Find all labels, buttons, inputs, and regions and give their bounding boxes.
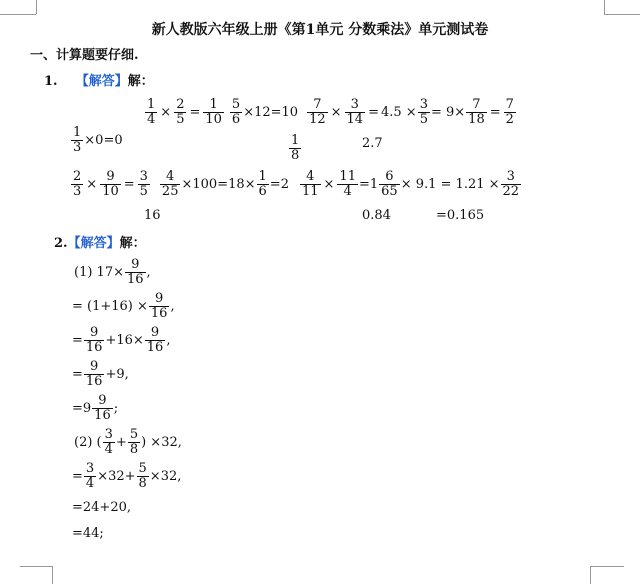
fraction: $\frac{3}{4}$ — [85, 461, 95, 491]
fraction: $\frac{1}{10}$ — [205, 97, 222, 127]
q2-line-3 — [72, 326, 170, 355]
q1-row4-e: =0.165 — [436, 208, 485, 223]
fraction: $\frac{5}{8}$ — [138, 461, 147, 491]
q2-line-7 — [72, 462, 181, 491]
math-op: = — [489, 105, 501, 120]
math-op: = — [368, 105, 379, 120]
math-text: ) ×32, — [141, 435, 182, 450]
q1-number: 1. — [44, 74, 58, 89]
fraction: $\frac{4}{25}$ — [161, 169, 179, 199]
fraction: $\frac{3}{5}$ — [139, 169, 148, 199]
fraction: $\frac{3}{14}$ — [346, 97, 364, 127]
page-title: 新人教版六年级上册《第1单元 分数乘法》单元测试卷 — [151, 22, 489, 38]
math-text: 4.5 × — [380, 105, 417, 120]
fraction: $\frac{1}{6}$ — [258, 169, 267, 199]
fraction: $\frac{4}{11}$ — [301, 169, 319, 199]
fraction: $\frac{1}{3}$ — [73, 125, 82, 155]
math-text: (1) 17× — [74, 265, 124, 280]
math-text: =9 — [72, 401, 92, 416]
q2-line-5 — [72, 394, 118, 423]
math-text: ×32, — [149, 469, 182, 484]
q2-line-2 — [72, 292, 175, 321]
fraction: $\frac{9}{16}$ — [150, 291, 168, 321]
math-text: =2 — [269, 177, 289, 192]
fraction: $\frac{9}{16}$ — [85, 359, 103, 389]
math-text: , — [166, 333, 171, 348]
math-text: +16× — [105, 333, 144, 348]
q1-row2-a — [70, 126, 123, 155]
fraction: $\frac{3}{4}$ — [104, 427, 113, 457]
math-op: = — [123, 177, 135, 192]
fraction: $\frac{9}{16}$ — [85, 325, 103, 355]
q1-row4-a: 16 — [144, 208, 161, 223]
q2-line-4 — [72, 360, 129, 389]
fraction: $\frac{9}{10}$ — [102, 169, 119, 199]
fraction: $\frac{2}{3}$ — [73, 169, 82, 199]
q1-row2-d: 2.7 — [362, 136, 383, 151]
crop-mark-bottom-left-h — [20, 566, 52, 567]
math-text: = — [72, 367, 83, 382]
math-text: = 9× — [430, 105, 466, 120]
math-text: ×0=0 — [84, 133, 123, 148]
fraction: $\frac{1}{4}$ — [147, 97, 156, 127]
fraction: $\frac{1}{8}$ — [291, 133, 300, 163]
crop-mark-bottom-right-h — [590, 566, 624, 567]
q2-header — [54, 236, 146, 252]
math-text: = — [72, 333, 83, 348]
q2-suffix: 解： — [119, 236, 146, 251]
math-text: + — [115, 435, 127, 450]
math-text: ; — [113, 401, 119, 416]
math-op: × — [323, 177, 335, 192]
math-text: ×12=10 — [243, 105, 299, 120]
q1-suffix: 解： — [127, 74, 154, 89]
math-text: × 9.1 = 1.21 × — [400, 177, 500, 192]
q2-answer-tag: 【解答】 — [67, 236, 120, 251]
crop-mark-bottom-left — [52, 566, 53, 584]
fraction: $\frac{5}{6}$ — [231, 97, 241, 127]
math-text: =1 — [358, 177, 379, 192]
fraction: $\frac{3}{5}$ — [419, 97, 428, 127]
q2-line-6 — [74, 428, 182, 457]
crop-mark-bottom-right — [590, 566, 591, 584]
q1-header — [44, 74, 154, 90]
fraction: $\frac{9}{16}$ — [94, 393, 111, 423]
math-text: = — [72, 469, 83, 484]
q1-row1 — [144, 98, 517, 127]
math-op: × — [160, 105, 172, 120]
math-text: ×32+ — [97, 469, 136, 484]
fraction: $\frac{11}{4}$ — [339, 169, 356, 199]
q1-row4-d: 0.84 — [362, 208, 391, 223]
q2-number: 2. — [54, 236, 68, 251]
fraction: $\frac{7}{18}$ — [468, 97, 485, 127]
math-text: (2) ( — [74, 435, 102, 450]
fraction: $\frac{6}{65}$ — [381, 169, 398, 199]
section-heading: 一、计算题要仔细. — [30, 48, 139, 63]
q2-line-1 — [74, 258, 151, 287]
math-op: × — [330, 105, 342, 120]
math-text: , — [170, 299, 175, 314]
q2-line-8: =24+20, — [72, 500, 132, 515]
fraction: $\frac{2}{5}$ — [176, 97, 185, 127]
crop-mark-top-right-h — [604, 14, 640, 15]
math-text: , — [146, 265, 151, 280]
fraction: $\frac{9}{16}$ — [126, 257, 144, 287]
math-op: × — [86, 177, 98, 192]
fraction: $\frac{7}{2}$ — [505, 97, 514, 127]
crop-mark-top-left-h — [0, 14, 36, 15]
fraction: $\frac{7}{12}$ — [309, 97, 326, 127]
math-text: ×100=18× — [181, 177, 256, 192]
crop-mark-top-right — [604, 0, 605, 14]
crop-mark-top-left — [36, 0, 37, 14]
fraction: $\frac{3}{22}$ — [502, 169, 520, 199]
fraction: $\frac{5}{8}$ — [129, 427, 139, 457]
math-op: = — [189, 105, 201, 120]
q2-line-9: =44; — [72, 526, 104, 541]
math-text: +9, — [105, 367, 129, 382]
math-text: = (1+16) × — [72, 299, 148, 314]
q1-row2-c — [288, 134, 302, 163]
q1-answer-tag: 【解答】 — [75, 74, 128, 89]
fraction: $\frac{9}{16}$ — [146, 325, 164, 355]
q1-row3 — [70, 170, 522, 199]
